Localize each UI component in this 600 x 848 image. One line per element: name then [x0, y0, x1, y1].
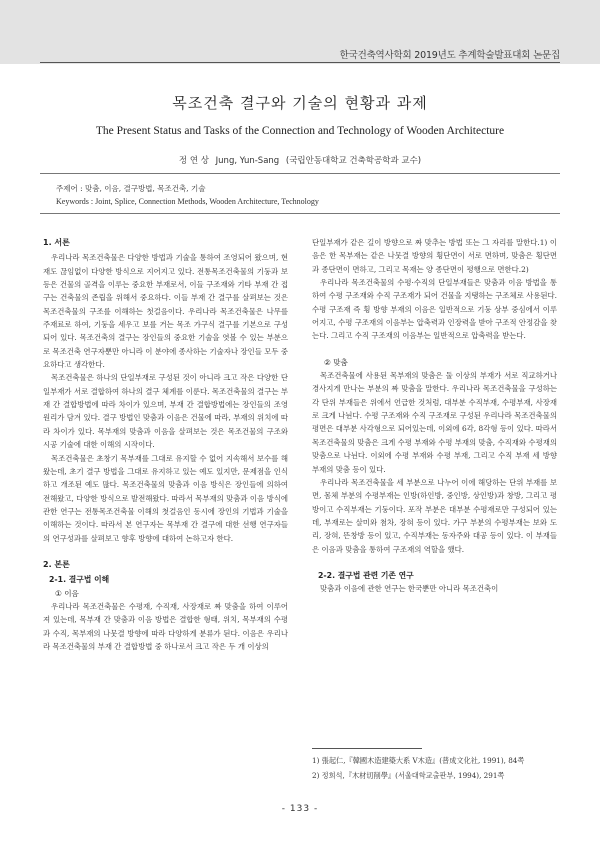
- paragraph: 목조건축물은 초창기 목부재를 그대로 유지할 수 없어 지속해서 보수를 해왔는데, 초기 결구 방법을 그대로 유지하고 있는 예도 있지만, 문제점을 인식하고 개조된 예도 많다. 목조건축물의 맞춤과 이음 방식은 장인들에 의하여 전해왔고, 다양한 방식으로 발전해왔다. 따라서 목부재의 맞춤과 이음 방식에 관한 연구는 전통목조건축물 이해의 첫걸음인 동시에 장인의 기법과 기술을 이해하는 것이다. 따라서 본 연구자는 목부재 간 결구에 대한 선행 연구자들의 연구성과를 살펴보고 향후 방향에 대하여 논하고자 한다.: [43, 453, 288, 543]
- footnote-1: 1) 張起仁,『韓國木造建築大系 Ⅴ木造』(普成文化社, 1991), 84쪽: [312, 756, 525, 765]
- author-name-english: Jung, Yun-Sang: [215, 156, 280, 166]
- footnote-2: 2) 정희석,『木材切削學』(서울대학교출판부, 1994), 291쪽: [312, 771, 505, 780]
- paragraph: 목조건축물에 사용된 목부재의 맞춤은 둘 이상의 부재가 서로 직교하거나 경사지게 만나는 부분의 짜 맞춤을 말한다. 우리나라 목조건축물을 구성하는 각 단위 부재들은 위에서 언급한 것처럼, 대부분 수직부재, 수평부재, 사장재로 크게 나뉜다. 수평 구조재와 수직 구조재로 구성된 우리나라 목조건축물의 평면은 대부분 사각형으로 되어있는데, 이외에 6각, 8각형 등이 있다. 따라서 목조건축물의 맞춤은 크게 수평 부재와 수평 부재의 맞춤, 수직재와 수평재의 맞춤으로 나뉜다. 이외에 수평 부재와 수평 부재, 그리고 수직 부재 세 방향 부재의 맞춤 등이 있다.: [312, 371, 557, 474]
- subsubsection-heading-splice: ① 이음: [55, 588, 79, 598]
- running-head-title: 한국건축역사학회 2019년도 추계학술발표대회 논문집: [339, 50, 560, 61]
- keywords-top-rule: [40, 173, 560, 174]
- paragraph: 맞춤과 이음에 관한 연구는 한국뿐만 아니라 목조건축이: [320, 584, 499, 594]
- paragraph: 단일부재가 같은 길이 방향으로 짜 맞추는 방법 또는 그 자리를 말한다.1) 이음은 한 목부재는 같은 나뭇결 방향의 횡단면이 서로 면하며, 맞춤은 횡단면과 종단면이 면하고, 그리고 목재는 양 종단면이 평행으로 면한다.2): [312, 238, 557, 274]
- paper-title-english: The Present Status and Tasks of the Connection and Technology of Wooden Architecture: [95, 125, 505, 137]
- author-line: [0, 154, 600, 166]
- author-name-korean: 정 연 상: [178, 156, 209, 166]
- section-heading-body: 2. 본론: [43, 559, 70, 569]
- subsection-heading-2-1: 2-1. 결구법 이해: [49, 575, 110, 585]
- running-head-rule: [40, 62, 560, 63]
- paragraph: 우리나라 목조건축물은 다양한 방법과 기술을 통하여 조영되어 왔으며, 현재도 끊임없이 다양한 방식으로 지어지고 있다. 전통목조건축물의 기둥과 보 등은 건물의 골격을 이루는 중요한 부재로서, 이들 구조재와 기타 부재 간 접구는 건축물의 존립을 위해서 중요하다. 이들 부재 간 결구를 살펴보는 것은 목조건축물의 구조를 이해하는 첫걸음이다. 우리나라 목조건축물은 나무를 주재료로 하여, 기둥을 세우고 보를 거는 목조 가구식 결구를 기본으로 구성되어 있다. 목조건축의 결구는 장인들의 중요한 기술을 엿볼 수 있는 부분으로 목조건축 연구자뿐만 아니라 이 분야에 종사하는 기술자나 장인들 모두 중요하다고 생각한다.: [43, 253, 288, 370]
- section-heading-introduction: 1. 서론: [43, 238, 70, 247]
- keywords-korean: 주제어 : 맞춤, 이음, 결구방법, 목조건축, 기술: [56, 184, 206, 193]
- paragraph: 우리나라 목조건축물의 수평·수직의 단일부재들은 맞춤과 이음 방법을 통하여 수평 구조재와 수직 구조재가 되어 건물을 지탱하는 구조체로 사용된다. 수평 구조재 즉 횡 방향 부재의 이음은 일반적으로 기둥 상부 중심에서 이루어지고, 수평 구조재의 이음부는 압축력과 인장력을 받아 구조적 안정감을 찾는다. 그리고 수직 구조재의 이음부는 일반적으로 압축력을 받는다.: [312, 278, 557, 341]
- author-affiliation: (국립안동대학교 건축학공학과 교수): [285, 156, 422, 166]
- subsubsection-heading-joint: ② 맞춤: [324, 357, 348, 367]
- subsection-heading-2-2: 2-2. 결구법 관련 기존 연구: [318, 570, 414, 580]
- keywords-english: Keywords : Joint, Splice, Connection Methods, Wooden Architecture, Technology: [56, 197, 319, 206]
- left-column: [43, 236, 288, 653]
- page-number: - 133 -: [281, 804, 319, 814]
- paragraph: 목조건축물은 하나의 단일부재로 구성된 것이 아니라 크고 작은 다양한 단일부재가 서로 결합하여 하나의 결구 체계를 이룬다. 목조건축물의 결구는 부재 간 결합방법에 따라 차이가 있으며, 부재 간 결합방법에는 장인들의 조영 원리가 담겨 있다. 결구 방법인 맞춤과 이음은 건물에 따라, 부재의 위치에 따라 차이가 있다. 목부재의 맞춤과 이음을 살펴보는 것은 목조건물의 구조와 시공 기술에 대한 이해의 시작이다.: [43, 373, 288, 450]
- paper-title-korean: 목조건축 결구와 기술의 현황과 과제: [172, 94, 428, 112]
- footnote-rule: [312, 748, 422, 749]
- paragraph: 우리나라 목조건축물을 세 부분으로 나누어 이에 해당하는 단위 부재를 보면, 몸체 부분의 수평부재는 인방(하인방, 중인방, 상인방)과 창방, 그리고 평방이고 수직부재는 기둥이다. 포작 부분은 대부분 수평재로만 구성되어 있는데, 부재로는 살미와 첨차, 장혀 등이 있다. 가구 부분의 수평부재는 보와 도리, 장혀, 뜬창방 등이 있고, 수직부재는 동자주와 대공 등이 있다. 이 부재들은 이음과 맞춤을 통하여 구조재의 역할을 했다.: [312, 477, 557, 554]
- right-column: [312, 236, 557, 596]
- paragraph: 우리나라 목조건축물은 수평재, 수직재, 사장재로 짜 맞춤을 하여 이루어져 있는데, 목부재 간 맞춤과 이음 방법은 결합한 형태, 위치, 목부재의 수평과 수직, 목부재의 나뭇결 방향에 따라 다양하게 분류가 된다. 이음은 우리나라 목조건축물의 부재 간 결합방법 중 하나로서 크고 작은 두 개 이상의: [43, 601, 288, 651]
- keywords-bottom-rule: [40, 213, 560, 214]
